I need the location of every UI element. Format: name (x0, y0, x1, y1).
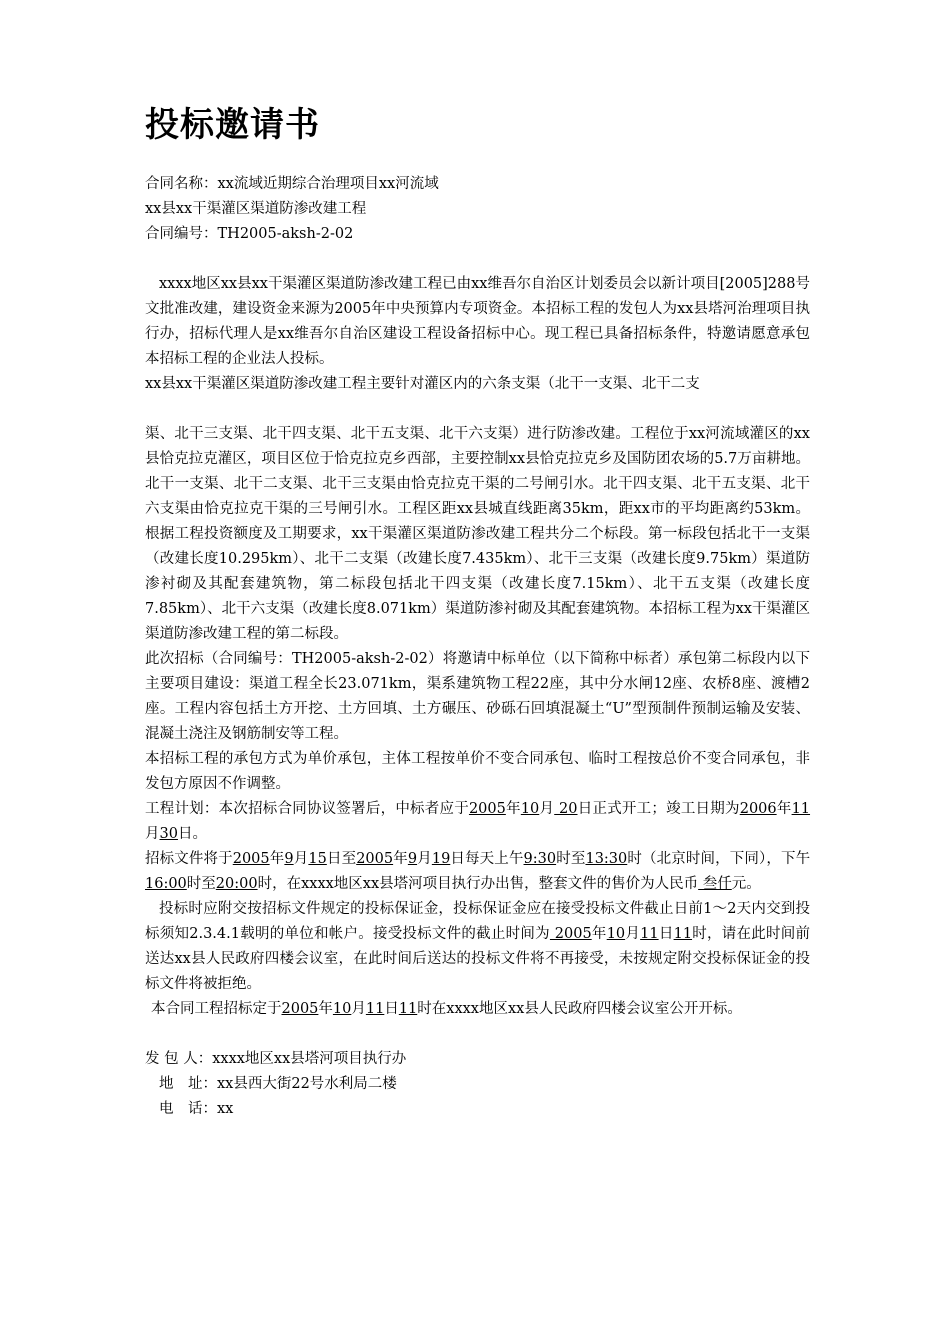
end-day: 30 (159, 826, 178, 842)
spacer (145, 397, 810, 422)
end-month: 11 (791, 801, 811, 817)
start-day: 20 (554, 801, 578, 817)
phone-line: 电 话：xx (159, 1101, 234, 1117)
afternoon-start-time: 16:00 (145, 876, 187, 892)
opening-text: 月 (351, 1001, 366, 1017)
deposit-text: 时，请在此时间前送达xx县人民政府四楼会议室，在此时间后送达的投标文件将不再接受，未按规定附交投标保证金的投标文件将被拒绝。 (145, 926, 811, 992)
sale-text: 月 (293, 851, 309, 867)
opening-text: 时在xxxx地区xx县人民政府四楼会议室公开开标。 (417, 1001, 742, 1017)
sale-start-day: 15 (308, 851, 327, 867)
schedule-text: 日正式开工；竣工日期为 (577, 801, 740, 817)
sale-paragraph (145, 847, 810, 897)
spacer (145, 1022, 810, 1047)
opening-year: 2005 (281, 1001, 319, 1017)
spacer (145, 247, 810, 272)
contract-name: 合同名称：xx流域近期综合治理项目xx河流域 (145, 176, 439, 192)
schedule-paragraph (145, 797, 810, 847)
sale-start-month: 9 (284, 851, 294, 867)
schedule-text: 年 (505, 801, 521, 817)
sale-end-month: 9 (407, 851, 418, 867)
sale-text: 时（北京时间，下同），下午 (627, 851, 811, 867)
sale-start-year: 2005 (232, 851, 270, 867)
sale-text: 元。 (731, 876, 761, 892)
address-line: 地 址：xx县西大街22号水利局二楼 (159, 1076, 397, 1092)
morning-end-time: 13:30 (585, 851, 628, 867)
afternoon-end-time: 20:00 (215, 876, 258, 892)
deadline-year: 2005 (549, 926, 592, 942)
sale-text: 时至 (556, 851, 586, 867)
deposit-text: 月 (625, 926, 641, 942)
schedule-text: 月 (539, 801, 555, 817)
employer-line: 发 包 人：xxxx地区xx县塔河项目执行办 (145, 1051, 407, 1067)
sale-end-year: 2005 (356, 851, 394, 867)
tender-scope-paragraph: 此次招标（合同编号：TH2005-aksh-2-02）将邀请中标单位（以下简称中标者）承包第二标段内以下主要项目建设：渠道工程全长23.071km，渠系建筑物工程22座，其中分水闸12座、农桥8座、渡槽2座。工程内容包括土方开挖、土方回填、土方碾压、砂砾石回填混凝土“U”型预制件预制运输及安装、混凝土浇注及钢筋制安等工程。 (145, 651, 810, 742)
opening-hour: 11 (398, 1001, 418, 1017)
document-price: 叁仟 (698, 876, 732, 892)
sale-text: 日至 (326, 851, 357, 867)
schedule-text: 日。 (177, 826, 207, 842)
contract-number: 合同编号：TH2005-aksh-2-02 (145, 226, 354, 242)
deposit-text: 投标时应附交按招标文件规定的投标保证金，投标保证金应在接受投标文件截止日前1～2天内交到投标须知2.3.4.1载明的单位和帐户。接受投标文件的截止时间为 (145, 901, 810, 942)
deposit-text: 日 (658, 926, 674, 942)
sale-text: 月 (417, 851, 432, 867)
start-year: 2005 (468, 801, 506, 817)
sale-end-day: 19 (431, 851, 451, 867)
scope-paragraph-part1: xx县xx干渠灌区渠道防渗改建工程主要针对灌区内的六条支渠（北干一支渠、北干二支 (145, 376, 700, 392)
deposit-text: 年 (591, 926, 607, 942)
sale-text: 时至 (186, 876, 216, 892)
sale-text: 年 (393, 851, 408, 867)
project-name: xx县xx干渠灌区渠道防渗改建工程 (145, 201, 367, 217)
document-title: 投标邀请书 (145, 105, 320, 145)
sale-text: 年 (269, 851, 285, 867)
end-year: 2006 (739, 801, 777, 817)
deposit-paragraph (145, 897, 810, 997)
morning-start-time: 9:30 (523, 851, 557, 867)
opening-text: 年 (318, 1001, 333, 1017)
schedule-text: 工程计划：本次招标合同协议签署后，中标者应于 (145, 801, 469, 817)
intro-paragraph: xxxx地区xx县xx干渠灌区渠道防渗改建工程已由xx维吾尔自治区计划委员会以新计项目[2005]288号文批准改建，建设资金来源为2005年中央预算内专项资金。本招标工程的发包人为xx县塔河治理项目执行办，招标代理人是xx维吾尔自治区建设工程设备招标中心。现工程已具备招标条件，特邀请愿意承包本招标工程的企业法人投标。 (145, 276, 810, 367)
opening-month: 10 (332, 1001, 352, 1017)
document-page (145, 100, 810, 1122)
deadline-month: 10 (606, 926, 626, 942)
sale-text: 时，在xxxx地区xx县塔河项目执行办出售，整套文件的售价为人民币 (257, 876, 699, 892)
schedule-text: 年 (776, 801, 792, 817)
opening-text: 日 (384, 1001, 399, 1017)
opening-day: 11 (365, 1001, 385, 1017)
deadline-day: 11 (640, 926, 659, 942)
sale-text: 招标文件将于 (145, 851, 233, 867)
opening-text: 本合同工程招标定于 (151, 1001, 282, 1017)
scope-paragraph-part2: 渠、北干三支渠、北干四支渠、北干五支渠、北干六支渠）进行防渗改建。工程位于xx河流域灌区的xx县恰克拉克灌区，项目区位于恰克拉克乡西部，主要控制xx县恰克拉克乡及国防团农场的5.7万亩耕地。北干一支渠、北干二支渠、北干三支渠由恰克拉克干渠的二号闸引水。北干四支渠、北干五支渠、北干六支渠由恰克拉克干渠的三号闸引水。工程区距xx县城直线距离35km，距xx市的平均距离约53km。根据工程投资额度及工期要求，xx干渠灌区渠道防渗改建工程共分二个标段。第一标段包括北干一支渠（改建长度10.295km）、北干二支渠（改建长度7.435km）、北干三支渠（改建长度9.75km）渠道防渗衬砌及其配套建筑物，第二标段包括北干四支渠（改建长度7.15km）、北干五支渠（改建长度7.85km）、北干六支渠（改建长度8.071km）渠道防渗衬砌及其配套建筑物。本招标工程为xx干渠灌区渠道防渗改建工程的第二标段。 (145, 426, 810, 642)
start-month: 10 (520, 801, 540, 817)
schedule-text: 月 (145, 826, 160, 842)
contract-mode-paragraph: 本招标工程的承包方式为单价承包，主体工程按单价不变合同承包、临时工程按总价不变合同承包，非发包方原因不作调整。 (145, 751, 810, 792)
deadline-hour: 11 (673, 926, 693, 942)
sale-text: 日每天上午 (450, 851, 524, 867)
opening-paragraph (145, 997, 810, 1022)
